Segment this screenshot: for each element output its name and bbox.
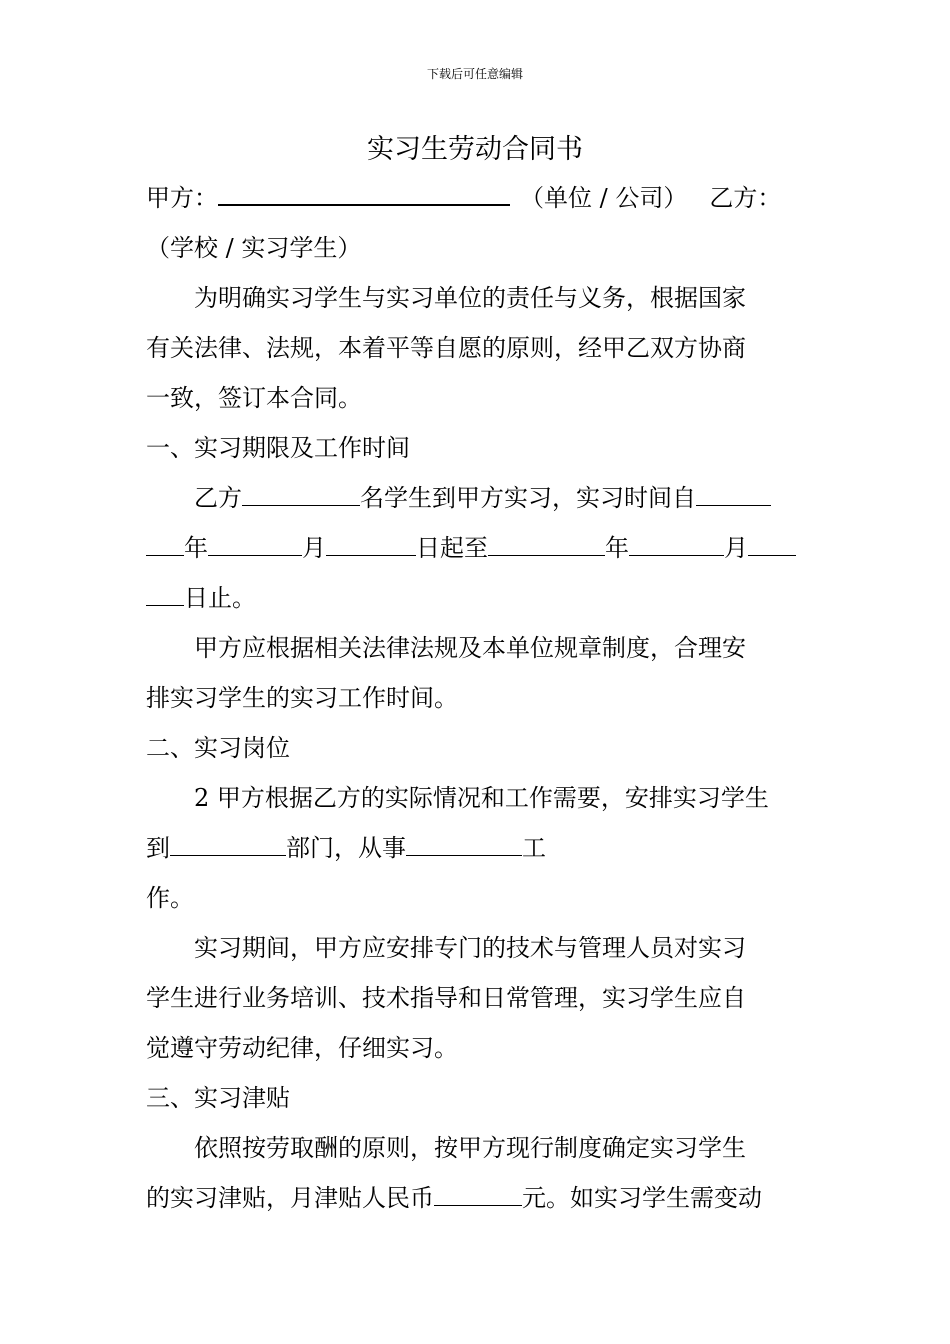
sec2-p1-line-2 <box>146 832 811 864</box>
sec2-p1-line-3: 作。 <box>146 884 194 912</box>
sec1-p1-line-3 <box>146 582 811 614</box>
sec3-p1-b: 元。如实习学生需变动 <box>522 1184 762 1212</box>
sec1-p1-b: 名学生到甲方实习，实习时间自 <box>360 484 696 512</box>
start-year-blank-a <box>696 485 771 506</box>
end-month-blank <box>629 535 724 556</box>
sec2-p2-line-2: 学生进行业务培训、技术指导和日常管理，实习学生应自 <box>146 984 746 1012</box>
party-a-blank <box>218 184 510 206</box>
section-3-heading: 三、实习津贴 <box>146 1084 290 1112</box>
end-day-blank-a <box>748 535 796 556</box>
sec2-p2-line-1: 实习期间，甲方应安排专门的技术与管理人员对实习 <box>194 934 746 962</box>
year-text: 年 <box>184 534 208 562</box>
section-1-heading: 一、实习期限及工作时间 <box>146 434 410 462</box>
section-2-heading: 二、实习岗位 <box>146 734 290 762</box>
start-day-blank <box>326 535 416 556</box>
sec1-p2-line-1: 甲方应根据相关法律法规及本单位规章制度，合理安 <box>194 634 746 662</box>
party-b-label: 乙方： <box>709 184 782 212</box>
sec2-dept: 部门，从事 <box>286 834 406 862</box>
sec2-p2-line-3: 觉遵守劳动纪律，仔细实习。 <box>146 1034 458 1062</box>
sec2-to: 到 <box>146 834 170 862</box>
unit-label: （单位 / 公司） <box>520 184 688 212</box>
start-month-blank <box>208 535 302 556</box>
sec1-p1-line-1 <box>194 482 811 514</box>
intro-line-2: 有关法律、法规，本着平等自愿的原则，经甲乙双方协商 <box>146 334 746 362</box>
day-from-text: 日起至 <box>416 534 488 562</box>
day-end-text: 日止。 <box>184 584 256 612</box>
party-a-label: 甲方： <box>146 184 218 212</box>
sec1-p1-line-2 <box>146 532 811 564</box>
allowance-blank <box>434 1185 522 1206</box>
intro-line-3: 一致，签订本合同。 <box>146 384 362 412</box>
sec1-p1-a: 乙方 <box>194 484 242 512</box>
sec3-p1-a: 的实习津贴，月津贴人民币 <box>146 1184 434 1212</box>
document-title: 实习生劳动合同书 <box>367 134 583 165</box>
student-count-blank <box>242 485 360 506</box>
sec2-p1-line-1: 2 甲方根据乙方的实际情况和工作需要，安排实习学生 <box>194 784 769 812</box>
month-text: 月 <box>302 534 326 562</box>
work-blank <box>406 835 522 856</box>
party-b-type: （学校 / 实习学生） <box>146 234 362 262</box>
department-blank <box>170 835 286 856</box>
sec3-p1-line-1: 依照按劳取酬的原则，按甲方现行制度确定实习学生 <box>194 1134 746 1162</box>
sec3-p1-line-2 <box>146 1182 811 1214</box>
sec1-p2-line-2: 排实习学生的实习工作时间。 <box>146 684 458 712</box>
start-year-blank-b <box>146 535 184 556</box>
parties-line <box>146 182 811 214</box>
page-header-note: 下载后可任意编辑 <box>426 67 523 81</box>
end-year-blank <box>488 535 605 556</box>
end-day-blank-b <box>146 585 184 606</box>
sec2-work-1: 工 <box>522 834 546 862</box>
month2-text: 月 <box>724 534 748 562</box>
intro-line-1: 为明确实习学生与实习单位的责任与义务，根据国家 <box>194 284 746 312</box>
year2-text: 年 <box>605 534 629 562</box>
